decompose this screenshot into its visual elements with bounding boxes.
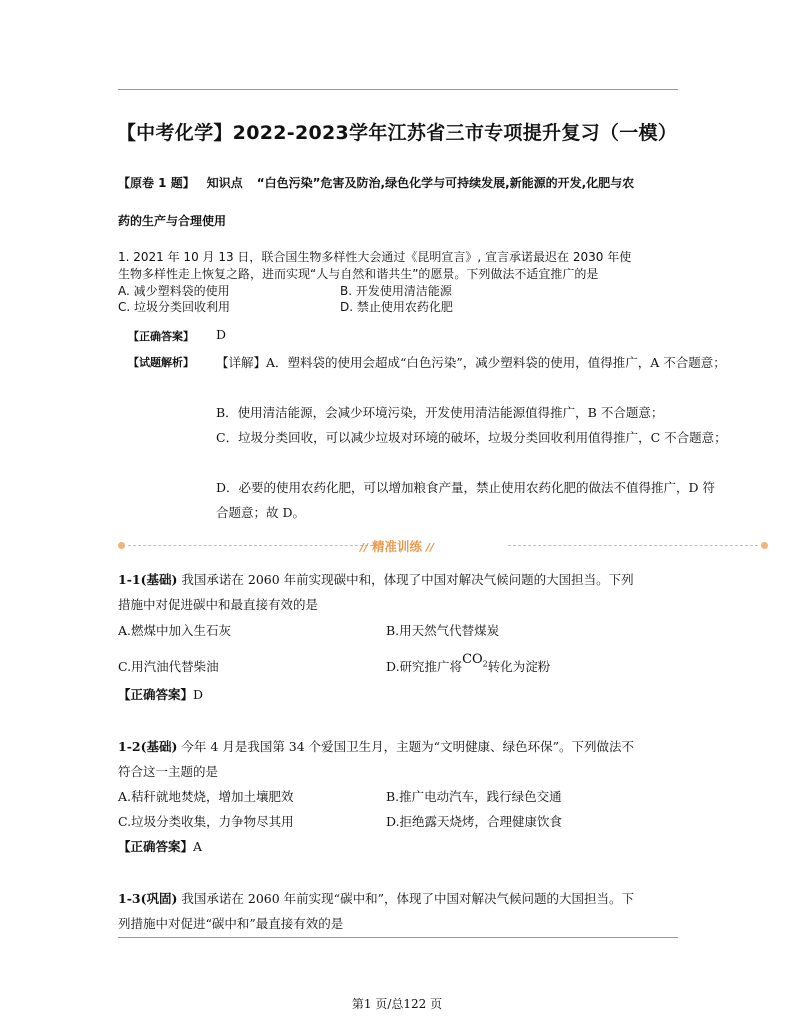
- practice-1-2-option-a: A.秸秆就地焚烧，增加土壤肥效: [118, 789, 294, 804]
- analysis-line-c: C．垃圾分类回收，可以减少垃圾对环境的破坏，垃圾分类回收利用值得推广，C 不合题意；: [216, 430, 727, 445]
- practice-1-1-answer-value: D: [193, 687, 204, 702]
- practice-1-2-stem-line-2: 符合这一主题的是: [118, 764, 219, 779]
- analysis-line-d: D．必要的使用农药化肥，可以增加粮食产量，禁止使用农药化肥的做法不值得推广，D 符: [216, 480, 716, 495]
- page-title: 【中考化学】2022-2023学年江苏省三市专项提升复习（一模）: [116, 122, 678, 144]
- practice-1-1-option-d: [386, 652, 551, 677]
- knowledge-text-1: “白色污染”危害及防治,绿色化学与可持续发展,新能源的开发,化肥与农: [256, 176, 635, 190]
- practice-1-1-option-a: A.燃煤中加入生石灰: [118, 623, 232, 638]
- practice-1-1-answer: [118, 685, 203, 703]
- knowledge-label: 知识点: [206, 176, 243, 190]
- analysis-line-b: B．使用清洁能源，会减少环境污染，开发使用清洁能源值得推广，B 不合题意；: [216, 405, 664, 420]
- analysis-line-a: 【详解】A．塑料袋的使用会超成“白色污染”，减少塑料袋的使用，值得推广，A 不合题意；: [216, 355, 726, 370]
- practice-1-3-stem-1: 我国承诺在 2060 年前实现“碳中和”，体现了中国对解决气候问题的大国担当。下: [181, 891, 634, 906]
- practice-1-1-option-c: C.用汽油代替柴油: [118, 659, 219, 674]
- header-rule: [118, 89, 678, 90]
- section-glyph-right: //: [426, 541, 435, 554]
- practice-1-2-option-c: C.垃圾分类收集，力争物尽其用: [118, 814, 294, 829]
- practice-1-1-id: 1-1: [118, 572, 141, 587]
- practice-1-3-stem-line-1: [118, 889, 634, 907]
- original-stem-line-1: 1. 2021 年 10 月 13 日，联合国生物多样性大会通过《昆明宣言》, 宣言承诺最迟在 2030 年使: [118, 250, 632, 264]
- practice-1-1-stem-1: 我国承诺在 2060 年前实现碳中和，体现了中国对解决气候问题的大国担当。下列: [181, 572, 634, 587]
- practice-1-1-option-d-tail: 转化为淀粉: [487, 659, 551, 674]
- practice-1-2-stem-1: 今年 4 月是我国第 34 个爱国卫生月，主题为“文明健康、绿色环保”。下列做法不: [181, 739, 634, 754]
- section-glyph-left: //: [359, 541, 368, 554]
- practice-1-3-level: (巩固): [140, 891, 178, 906]
- analysis-line-d-cont: 合题意；故 D。: [216, 505, 305, 520]
- practice-1-1-option-d-head: D.研究推广将: [386, 659, 463, 674]
- practice-1-2-answer: [118, 837, 202, 855]
- practice-1-2-option-d: D.拒绝露天烧烤，合理健康饮食: [386, 814, 563, 829]
- original-knowledge-line: [118, 174, 634, 191]
- practice-1-1-level: (基础): [140, 572, 178, 587]
- original-stem-line-2: 生物多样性走上恢复之路，进而实现“人与自然和谐共生”的愿景。下列做法不适宜推广的是: [118, 267, 599, 281]
- section-title-text: 精准训练: [371, 539, 422, 554]
- original-option-b: B. 开发使用清洁能源: [340, 284, 452, 298]
- co2-formula: $CO_2$: [462, 652, 488, 669]
- practice-1-1-stem-line-2: 措施中对促进碳中和最直接有效的是: [118, 597, 319, 612]
- knowledge-text-2: 药的生产与合理使用: [118, 214, 227, 228]
- practice-1-3-id: 1-3: [118, 891, 141, 906]
- practice-1-2-level: (基础): [140, 739, 178, 754]
- original-option-d: D. 禁止使用农药化肥: [340, 300, 453, 314]
- page-number: 第1 页/总122 页: [351, 997, 443, 1011]
- footer-rule: [118, 937, 678, 938]
- practice-1-2-option-b: B.推广电动汽车，践行绿色交通: [386, 789, 562, 804]
- practice-1-2-answer-label: 【正确答案】: [118, 839, 194, 854]
- practice-1-1-option-b: B.用天然气代替煤炭: [386, 623, 500, 638]
- practice-1-2-answer-value: A: [193, 839, 203, 854]
- practice-1-3-stem-line-2: 列措施中对促进“碳中和”最直接有效的是: [118, 916, 344, 931]
- original-answer-label: 【正确答案】: [128, 330, 194, 343]
- original-analysis-label: 【试题解析】: [128, 356, 194, 369]
- practice-1-2-stem-line-1: [118, 737, 634, 755]
- practice-1-1-answer-label: 【正确答案】: [118, 687, 194, 702]
- section-title: [0, 537, 794, 555]
- original-tag: 【原卷 1 题】: [118, 176, 195, 190]
- practice-1-2-id: 1-2: [118, 739, 141, 754]
- original-option-c: C. 垃圾分类回收利用: [118, 300, 231, 314]
- practice-1-1-stem-line-1: [118, 570, 634, 588]
- original-answer-value: D: [216, 327, 227, 342]
- original-option-a: A. 减少塑料袋的使用: [118, 284, 230, 298]
